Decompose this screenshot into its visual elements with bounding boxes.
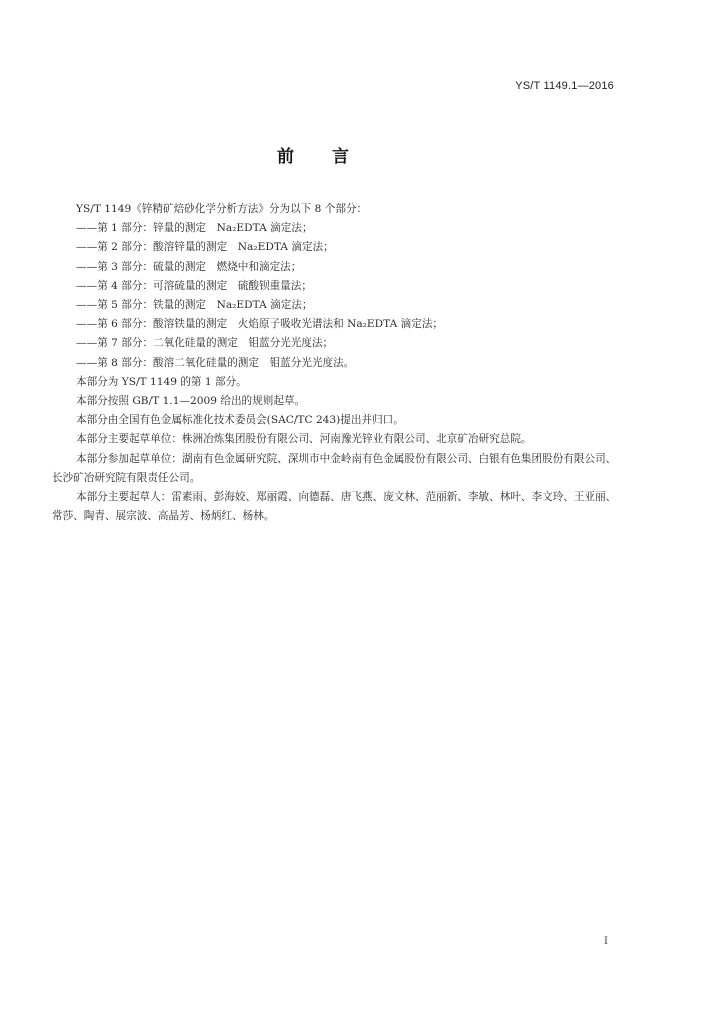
part-list-item-3: ——第 3 部分：硫量的测定 燃烧中和滴定法；	[76, 260, 302, 273]
part-list-item-1: ——第 1 部分：锌量的测定 Na₂EDTA 滴定法；	[76, 222, 313, 235]
this-part-statement: 本部分为 YS/T 1149 的第 1 部分。	[76, 375, 247, 388]
part-list-item-4: ——第 4 部分：可溶硫量的测定 硫酸钡重量法；	[76, 279, 312, 292]
page-title: 前言	[277, 147, 387, 167]
standard-code: YS/T 1149.1—2016	[515, 80, 614, 92]
page-number: I	[604, 936, 608, 947]
part-list-item-8: ——第 8 部分：酸溶二氧化硅量的测定 钼蓝分光光度法。	[76, 356, 355, 369]
proposed-by-statement: 本部分由全国有色金属标准化技术委员会(SAC/TC 243)提出并归口。	[76, 414, 404, 427]
part-list-item-2: ——第 2 部分：酸溶锌量的测定 Na₂EDTA 滴定法；	[76, 241, 334, 254]
part-list-item-7: ——第 7 部分：二氧化硅量的测定 钼蓝分光光度法；	[76, 337, 334, 350]
part-list-item-6: ——第 6 部分：酸溶铁量的测定 火焰原子吸收光谱法和 Na₂EDTA 滴定法；	[76, 318, 444, 331]
main-drafting-units: 本部分主要起草单位：株洲冶炼集团股份有限公司、河南豫光锌业有限公司、北京矿冶研究总院。	[76, 433, 532, 446]
participating-drafting-units: 本部分参加起草单位：湖南有色金属研究院、深圳市中金岭南有色金属股份有限公司、白银有色集团股份有限公司、长沙矿冶研究院有限责任公司。	[52, 452, 617, 484]
intro-paragraph: YS/T 1149《锌精矿焙砂化学分析方法》分为以下 8 个部分：	[76, 203, 368, 215]
drafting-rules-statement: 本部分按照 GB/T 1.1—2009 给出的规则起草。	[76, 395, 306, 408]
main-drafters: 本部分主要起草人：雷素雨、彭海姣、郑丽霞、向德磊、唐飞燕、庞文林、范丽新、李敏、林叶、李文玲、王亚丽、常莎、陶青、展宗波、高晶芳、杨炳红、杨林。	[52, 491, 617, 523]
foreword-body	[52, 200, 622, 526]
part-list-item-5: ——第 5 部分：铁量的测定 Na₂EDTA 滴定法；	[76, 299, 313, 312]
